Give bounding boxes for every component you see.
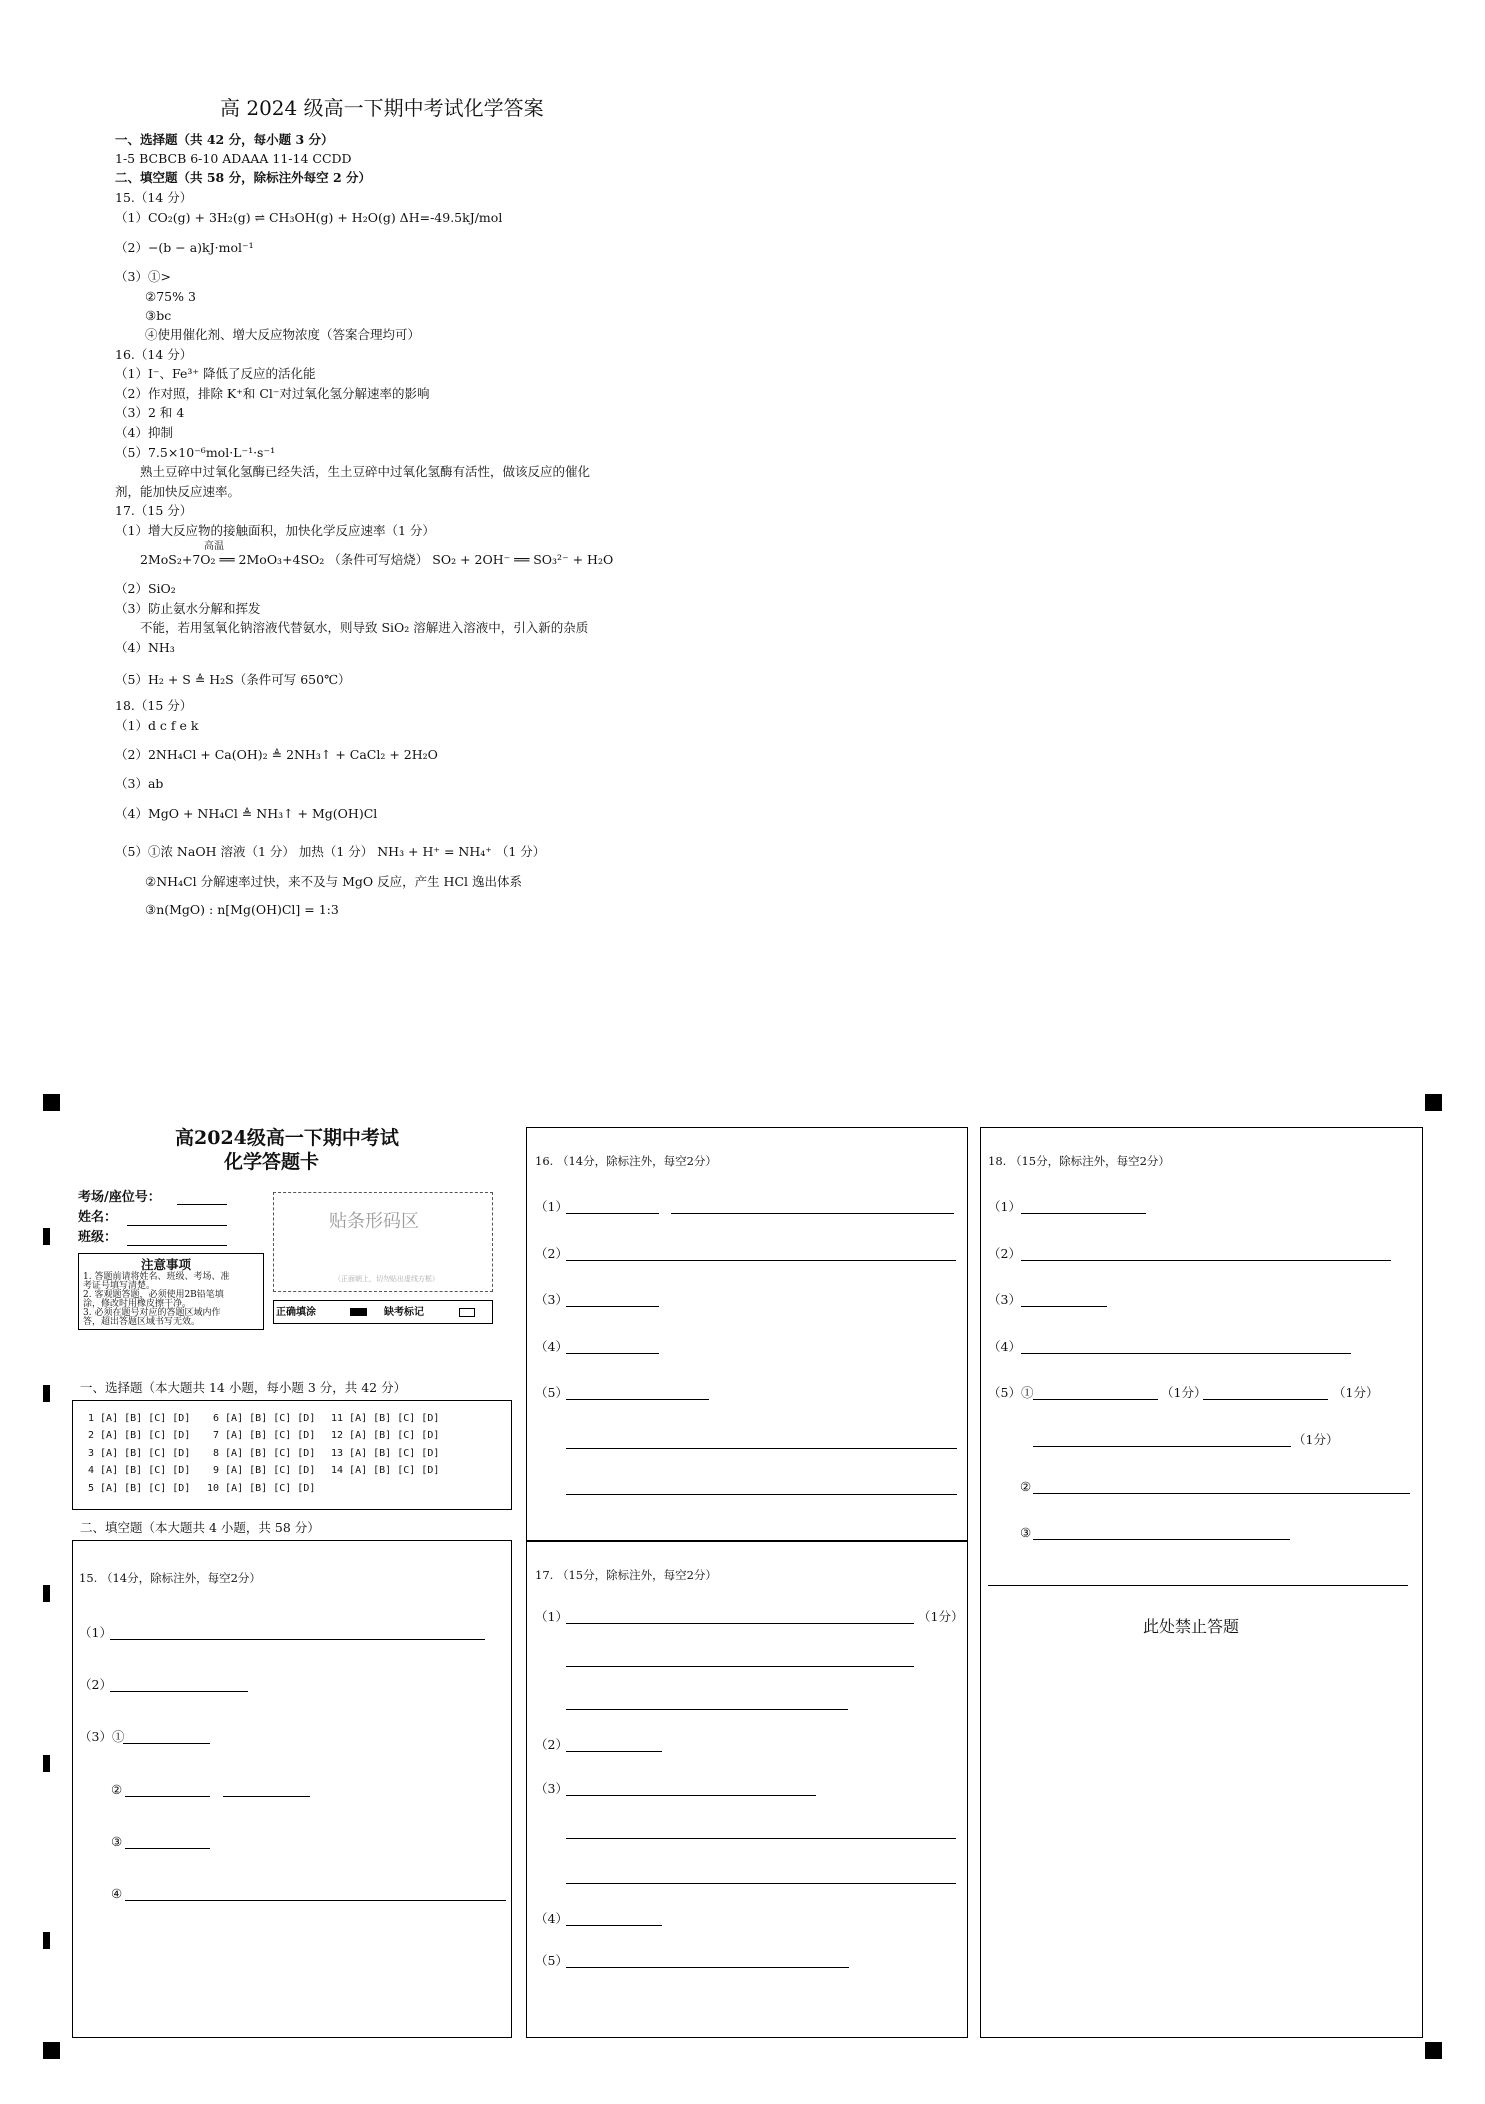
q18-label-3: （3） [988,1292,1021,1307]
q15-answer-1: （1）CO₂(g) + 3H₂(g) ⇌ CH₃OH(g) + H₂O(g) ΔH=-49.5kJ/mol [115,210,503,225]
q17-answer-line-1c[interactable] [566,1709,848,1710]
q16-answer-box [526,1127,968,1541]
q17-answer-line-3[interactable] [566,1795,816,1796]
q18-point-note: （1分） [1333,1385,1379,1400]
class-label: 班级： [78,1230,118,1245]
q17-header: 17.（15 分） [115,503,193,518]
q18-answer-5-3: ③n(MgO) : n[Mg(OH)Cl] = 1:3 [145,902,339,917]
q17-label-5: （5） [535,1953,568,1968]
q15-box-header: 15. （14分，除标注外，每空2分） [79,1571,261,1585]
class-field[interactable] [127,1245,227,1246]
notice-line: 2. 客观题答题，必须使用2B铅笔填 [83,1290,224,1300]
q16-answer-2: （2）作对照，排除 K⁺和 Cl⁻对过氧化氢分解速率的影响 [115,386,430,401]
q18-label-5-1: （5）① [988,1385,1034,1400]
registration-mark-bl [43,2042,60,2059]
registration-mark-br [1425,2042,1442,2059]
q18-answer-line-1[interactable] [1021,1213,1146,1214]
q18-label-1: （1） [988,1199,1021,1214]
q17-answer-line-3b[interactable] [566,1838,956,1839]
q16-answer-line-5[interactable] [566,1399,709,1400]
q18-answer-line-5-1c[interactable] [1033,1446,1291,1447]
fill-legend [273,1300,493,1324]
q17-point-note: （1分） [918,1609,964,1624]
q18-answer-line-2[interactable] [1021,1260,1391,1261]
q17-answer-3-text: 不能，若用氢氧化钠溶液代替氨水，则导致 SiO₂ 溶解进入溶液中，引入新的杂质 [140,620,589,635]
q18-answer-line-4[interactable] [1021,1353,1351,1354]
q16-answer-4: （4）抑制 [115,425,173,440]
q18-answer-4: （4）MgO + NH₄Cl ≜ NH₃↑ + Mg(OH)Cl [115,806,378,821]
q15-label-2: （2） [79,1677,112,1692]
q18-label-2: （2） [988,1246,1021,1261]
q18-point-note: （1分） [1161,1385,1207,1400]
q17-answer-3: （3）防止氨水分解和挥发 [115,601,261,616]
q15-label-3-4: ④ [111,1886,123,1901]
q16-answer-line-4[interactable] [566,1353,659,1354]
q15-answer-3-1: （3）①> [115,269,171,284]
answer-key-title: 高 2024 级高一下期中考试化学答案 [220,96,544,120]
name-label: 姓名： [78,1210,118,1225]
mc-row[interactable]: 9 [A] [B] [C] [D] [213,1465,316,1476]
registration-mark-tr [1425,1094,1442,1111]
q17-answer-box [526,1541,968,2038]
fill-absent-label: 缺考标记 [384,1307,424,1318]
mc-row[interactable]: 11 [A] [B] [C] [D] [331,1413,440,1424]
section2-heading: 二、填空题（共 58 分，除标注外每空 2 分） [115,170,372,185]
q18-answer-box [980,1127,1423,2038]
q17-box-header: 17. （15分，除标注外，每空2分） [535,1568,717,1582]
q17-label-3: （3） [535,1781,568,1796]
timing-mark [43,1228,50,1245]
q17-answer-1-equation: 2MoS₂+7O₂ ══ 2MoO₃+4SO₂ （条件可写焙烧） SO₂ + 2OH⁻ ══ SO₃²⁻ + H₂O [140,552,614,567]
q15-answer-line-3-2b[interactable] [223,1796,310,1797]
q16-box-header: 16. （14分，除标注外，每空2分） [535,1154,717,1168]
absent-checkbox[interactable] [459,1308,475,1317]
barcode-label: 贴条形码区 [329,1211,419,1232]
timing-mark [43,1755,50,1772]
q17-answer-1-condition: 高温 [204,541,224,552]
q18-label-5-3: ③ [1020,1525,1032,1540]
seat-field[interactable] [177,1204,227,1205]
q15-label-3-2: ② [111,1782,123,1797]
q18-label-5-2: ② [1020,1479,1032,1494]
q16-label-2: （2） [535,1246,568,1261]
q15-answer-2: （2）−(b − a)kJ·mol⁻¹ [115,240,254,255]
q17-answer-line-5[interactable] [566,1967,849,1968]
q17-label-4: （4） [535,1911,568,1926]
q15-answer-3-3: ③bc [145,308,172,323]
q18-header: 18.（15 分） [115,698,193,713]
fill-correct-sample [350,1308,367,1316]
mc-heading: 一、选择题（本大题共 14 小题，每小题 3 分，共 42 分） [80,1380,407,1395]
q18-answer-5-2: ②NH₄Cl 分解速率过快，来不及与 MgO 反应，产生 HCl 逸出体系 [145,874,522,889]
q18-point-note: （1分） [1293,1432,1339,1447]
fill-correct-label: 正确填涂 [276,1307,316,1318]
seat-label: 考场/座位号： [78,1190,161,1205]
notice-title: 注意事项 [141,1257,192,1272]
q18-answer-5-1: （5）①浓 NaOH 溶液（1 分） 加热（1 分） NH₃ + H⁺ = NH₄⁺ （1 分） [115,844,546,859]
q17-answer-line-2[interactable] [566,1751,662,1752]
q18-box-header: 18. （15分，除标注外，每空2分） [988,1154,1170,1168]
q15-label-3-1: （3）① [79,1729,125,1744]
mc-row[interactable]: 12 [A] [B] [C] [D] [331,1430,440,1441]
sheet-subtitle: 化学答题卡 [224,1151,320,1173]
q15-answer-3-2: ②75% 3 [145,289,196,304]
notice-line: 3. 必须在题号对应的答题区域内作 [83,1308,221,1318]
mc-row[interactable]: 10 [A] [B] [C] [D] [207,1483,316,1494]
q16-answer-line-5b[interactable] [566,1448,957,1449]
q17-answer-line-4[interactable] [566,1925,662,1926]
mc-row[interactable]: 4 [A] [B] [C] [D] [88,1465,191,1476]
q16-label-5: （5） [535,1385,568,1400]
q18-answer-line-5-1b[interactable] [1203,1399,1328,1400]
q15-label-1: （1） [79,1625,112,1640]
q15-header: 15.（14 分） [115,190,193,205]
q15-answer-line-3-4[interactable] [125,1900,506,1901]
no-answer-label: 此处禁止答题 [1143,1617,1240,1636]
q15-answer-line-1[interactable] [110,1639,485,1640]
mc-box [72,1400,512,1510]
notice-box [78,1253,264,1330]
timing-mark [43,1932,50,1949]
notice-line: 1. 答题前请将姓名、班级、考场、准 [83,1272,230,1282]
section1-heading: 一、选择题（共 42 分，每小题 3 分） [115,132,334,147]
mc-row[interactable]: 1 [A] [B] [C] [D] [88,1413,191,1424]
q17-answer-line-1[interactable] [566,1623,914,1624]
q16-answer-5-text2: 剂，能加快反应速率。 [115,484,241,499]
q16-answer-line-2[interactable] [566,1260,956,1261]
q18-answer-1: （1）d c f e k [115,718,199,733]
q16-answer-line-1a[interactable] [566,1213,659,1214]
mc-row[interactable]: 14 [A] [B] [C] [D] [331,1465,440,1476]
q17-answer-2: （2）SiO₂ [115,581,176,596]
notice-line: 答，超出答题区域书写无效。 [83,1317,201,1327]
q15-answer-line-2[interactable] [110,1691,248,1692]
notice-line: 涂，修改时用橡皮擦干净。 [83,1299,192,1309]
q18-answer-2: （2）2NH₄Cl + Ca(OH)₂ ≜ 2NH₃↑ + CaCl₂ + 2H₂O [115,747,438,762]
q16-label-4: （4） [535,1339,568,1354]
q16-answer-1: （1）I⁻、Fe³⁺ 降低了反应的活化能 [115,366,316,381]
q17-answer-line-1b[interactable] [566,1666,914,1667]
sheet-title: 高2024级高一下期中考试 [175,1127,399,1149]
q17-answer-5: （5）H₂ + S ≜ H₂S（条件可写 650℃） [115,672,351,687]
q15-answer-3-4: ④使用催化剂、增大反应物浓度（答案合理均可） [145,327,421,342]
name-field[interactable] [127,1225,227,1226]
fill-heading: 二、填空题（本大题共 4 小题，共 58 分） [80,1520,320,1535]
q15-answer-line-3-1[interactable] [123,1743,210,1744]
q17-answer-1: （1）增大反应物的接触面积，加快化学反应速率（1 分） [115,523,435,538]
q18-answer-line-5-1a[interactable] [1033,1399,1158,1400]
q17-answer-line-3c[interactable] [566,1883,956,1884]
q16-answer-line-3[interactable] [566,1306,659,1307]
q16-label-1: （1） [535,1199,568,1214]
no-answer-divider [988,1585,1408,1586]
q18-answer-line-5-3[interactable] [1033,1539,1290,1540]
mc-row[interactable]: 2 [A] [B] [C] [D] [88,1430,191,1441]
q15-label-3-3: ③ [111,1834,123,1849]
q15-answer-line-3-3[interactable] [125,1848,210,1849]
barcode-hint: （正面朝上，切勿贴出虚线方框） [334,1275,439,1283]
q18-answer-line-5-2[interactable] [1033,1493,1410,1494]
q17-label-2: （2） [535,1737,568,1752]
q18-label-4: （4） [988,1339,1021,1354]
q16-answer-line-1b[interactable] [671,1213,954,1214]
mc-row[interactable]: 7 [A] [B] [C] [D] [213,1430,316,1441]
mc-row[interactable]: 6 [A] [B] [C] [D] [213,1413,316,1424]
barcode-area [273,1192,493,1292]
mc-row[interactable]: 3 [A] [B] [C] [D] [88,1448,191,1459]
q18-answer-3: （3）ab [115,776,164,791]
timing-mark [43,1585,50,1602]
q15-answer-box [72,1540,512,2038]
q17-label-1: （1） [535,1609,568,1624]
section1-answers: 1-5 BCBCB 6-10 ADAAA 11-14 CCDD [115,151,352,166]
q17-answer-4: （4）NH₃ [115,640,175,655]
q16-label-3: （3） [535,1292,568,1307]
q16-answer-line-5c[interactable] [566,1494,957,1495]
q16-header: 16.（14 分） [115,347,193,362]
timing-mark [43,1385,50,1402]
notice-line: 考证号填写清楚。 [83,1281,156,1291]
q16-answer-5-text1: 熟土豆碎中过氧化氢酶已经失活，生土豆碎中过氧化氢酶有活性，做该反应的催化 [140,464,591,479]
q16-answer-5: （5）7.5×10⁻⁶mol·L⁻¹·s⁻¹ [115,445,276,460]
mc-row[interactable]: 8 [A] [B] [C] [D] [213,1448,316,1459]
registration-mark-tl [43,1094,60,1111]
mc-row[interactable]: 5 [A] [B] [C] [D] [88,1483,191,1494]
q18-answer-line-3[interactable] [1021,1306,1107,1307]
mc-row[interactable]: 13 [A] [B] [C] [D] [331,1448,440,1459]
q16-answer-3: （3）2 和 4 [115,405,185,420]
q15-answer-line-3-2a[interactable] [125,1796,210,1797]
